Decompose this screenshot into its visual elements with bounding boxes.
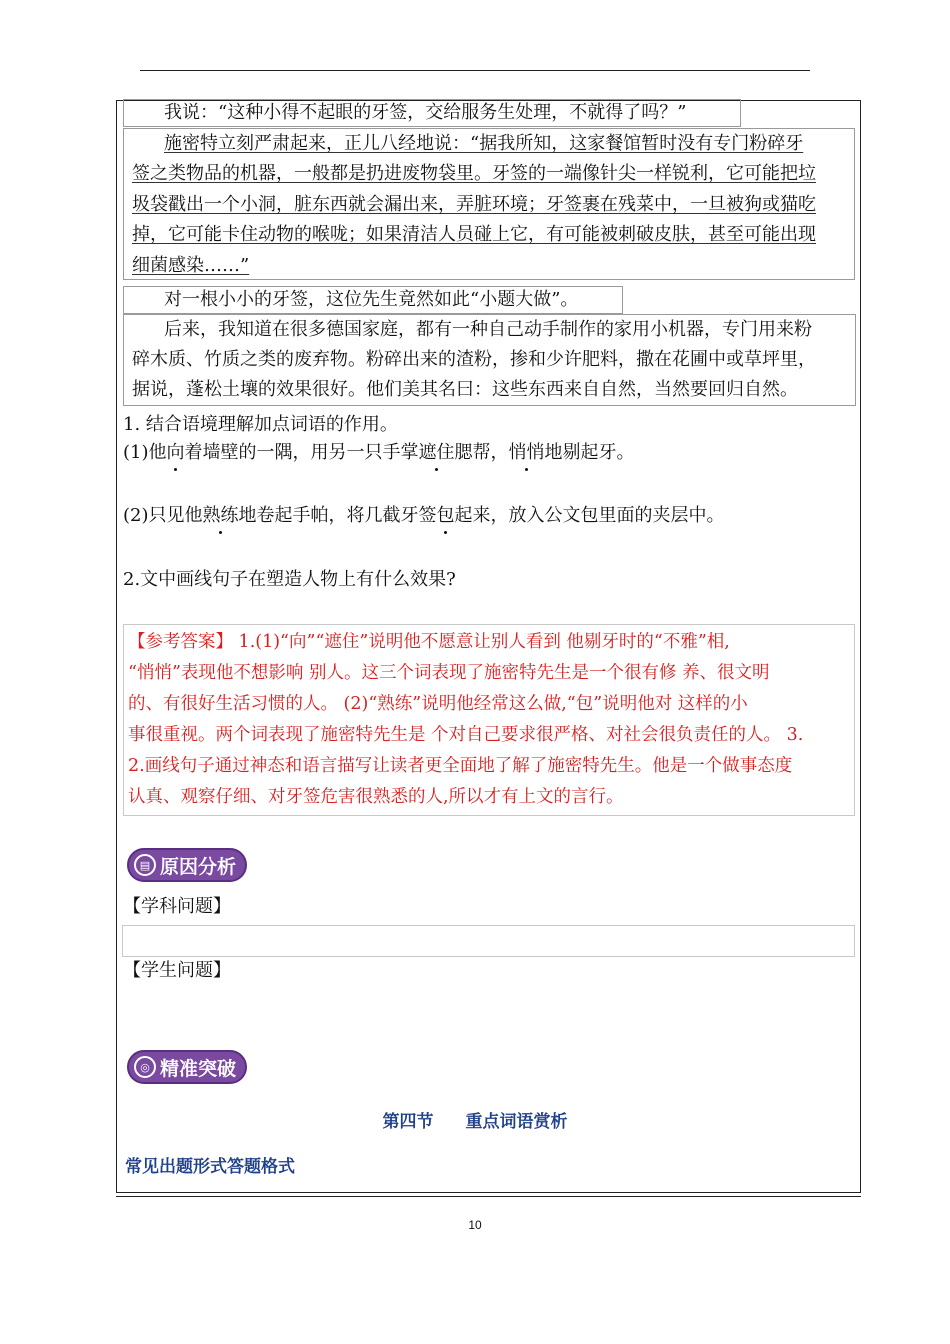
- passage-line: 施密特立刻严肃起来，正儿八经地说：“据我所知，这家餐馆暂时没有专门粉碎牙: [164, 133, 804, 154]
- reference-answer-box: [123, 624, 855, 816]
- passage-line: 签之类物品的机器，一般都是扔进废物袋里。牙签的一端像针尖一样锐利，它可能把垃: [132, 163, 816, 185]
- question-1-1: (1)他向着墙壁的一隅，用另一只手掌遮住腮帮，悄悄地剔起牙。: [123, 440, 635, 466]
- passage-line: 圾袋戳出一个小洞，脏东西就会漏出来，弄脏环境；牙签裹在残菜中，一旦被狗或猫吃: [132, 193, 816, 215]
- header-rule: [140, 70, 810, 71]
- answer-line: “悄悄”表现他不想影响 别人。这三个词表现了施密特先生是一个很有修 养、很文明: [128, 663, 770, 683]
- answer-line: 认真、观察仔细、对牙签危害很熟悉的人,所以才有上文的言行。: [128, 787, 624, 807]
- section-number: 第四节: [382, 1112, 434, 1132]
- answer-line: 事很重视。两个词表现了施密特先生是 个对自己要求很严格、对社会很负责任的人。 3.: [128, 725, 804, 745]
- question-1-title: 1. 结合语境理解加点词语的作用。: [123, 414, 398, 435]
- student-problem-label: 【学生问题】: [123, 960, 231, 981]
- subject-problem-label: 【学科问题】: [123, 896, 231, 917]
- reason-analysis-badge: ▤ 原因分析: [127, 848, 247, 882]
- dotted-word: 向: [167, 440, 185, 466]
- dotted-word: 包: [437, 503, 455, 529]
- answer-line: 【参考答案】 1.(1)“向”“遮住”说明他不愿意让别人看到 他剔牙时的“不雅”相,: [128, 632, 730, 652]
- answer-line: 的、有很好生活习惯的人。 (2)“熟练”说明他经常这么做,“包”说明他对 这样的小: [128, 694, 748, 714]
- passage-paragraph-1: 我说：“这种小得不起眼的牙签，交给服务生处理，不就得了吗？”: [123, 99, 741, 127]
- passage-line: 掉，它可能卡住动物的喉咙；如果清洁人员碰上它，有可能被刺破皮肤，甚至可能出现: [132, 224, 816, 246]
- passage-line: 碎木质、竹质之类的废弃物。粉碎出来的渣粉，掺和少许肥料，撒在花圃中或草坪里，: [132, 349, 816, 370]
- section-heading: [0, 1107, 950, 1132]
- precise-breakthrough-badge: ◎ 精准突破: [127, 1050, 247, 1084]
- passage-paragraph-3: 对一根小小的牙签，这位先生竟然如此“小题大做”。: [123, 286, 623, 314]
- page-number: 10: [468, 1218, 482, 1232]
- section-title: 重点词语赏析: [465, 1112, 568, 1132]
- passage-paragraph-4: [123, 314, 856, 406]
- passage-paragraph-2: [123, 128, 855, 280]
- passage-line: 细菌感染……”: [132, 254, 250, 276]
- target-icon: ◎: [134, 1056, 156, 1078]
- answer-line: 2.画线句子通过神态和语言描写让读者更全面地了解了施密特先生。他是一个做事态度: [128, 756, 793, 776]
- dotted-word: 熟练: [203, 503, 239, 529]
- document-icon: ▤: [134, 854, 156, 876]
- footer-rule: [116, 1196, 861, 1197]
- dotted-word: 悄悄: [509, 440, 545, 466]
- section-subtitle: 常见出题形式答题格式: [125, 1157, 295, 1177]
- question-2: 2.文中画线句子在塑造人物上有什么效果?: [123, 569, 456, 590]
- passage-line: 后来，我知道在很多德国家庭，都有一种自己动手制作的家用小机器，专门用来粉: [164, 319, 812, 340]
- subject-problem-field[interactable]: [122, 925, 855, 957]
- passage-line: 据说，蓬松土壤的效果很好。他们美其名曰：这些东西来自自然，当然要回归自然。: [132, 379, 798, 400]
- dotted-word: 遮住: [419, 440, 455, 466]
- question-1-2: (2)只见他熟练地卷起手帕，将几截牙签包起来，放入公文包里面的夹层中。: [123, 503, 725, 529]
